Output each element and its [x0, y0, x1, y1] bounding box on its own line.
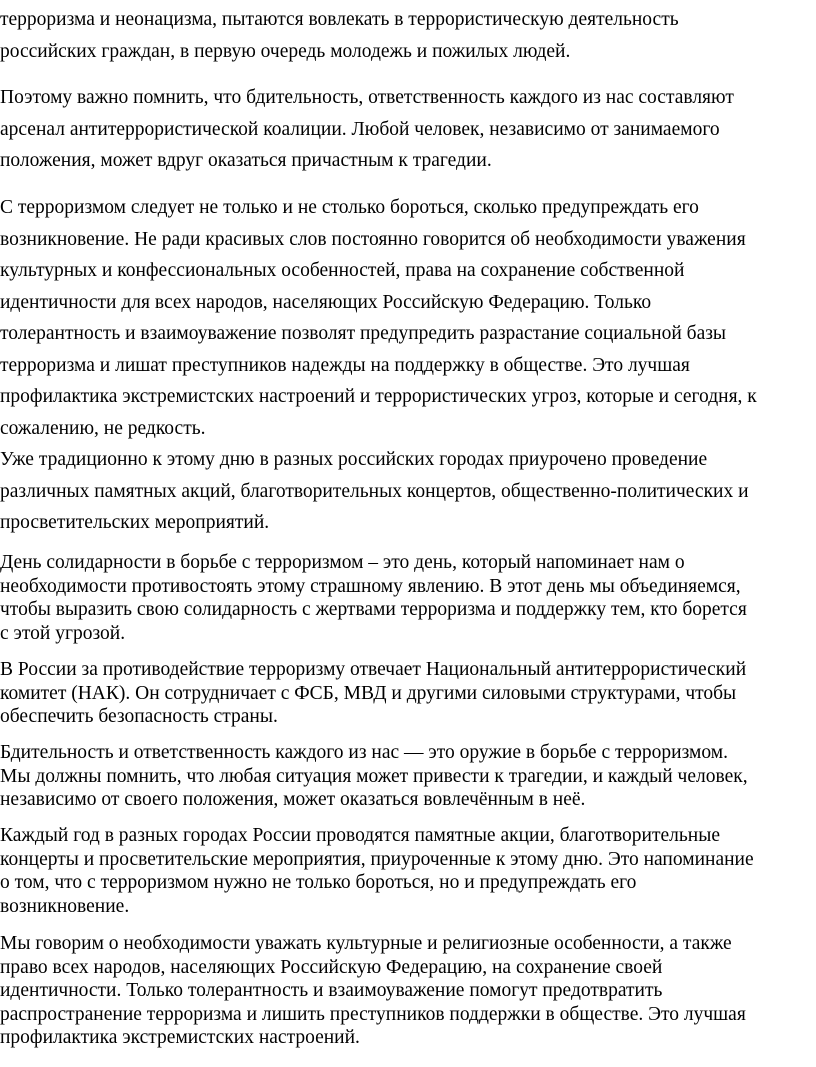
text-line: о том, что с терроризмом нужно не только бороться, но и предупреждать его — [0, 872, 637, 893]
text-line: Бдительность и ответственность каждого из нас — это оружие в борьбе с терроризмом. — [0, 742, 728, 763]
text-line: чтобы выразить свою солидарность с жертвами терроризма и поддержку тем, кто борется — [0, 599, 747, 620]
paragraph-5 — [0, 551, 747, 645]
text-line: профилактика экстремистских настроений. — [0, 1027, 360, 1048]
text-line: необходимости противостоять этому страшному явлению. В этот день мы объединяемся, — [0, 575, 741, 597]
text-line: распространение терроризма и лишить преступников поддержки в обществе. Это лучшая — [0, 1003, 746, 1025]
paragraph-6 — [0, 658, 746, 729]
text-line: С терроризмом следует не только и не столько бороться, сколько предупреждать его — [0, 197, 699, 218]
paragraph-3 — [0, 192, 757, 444]
text-line: российских граждан, в первую очередь молодежь и пожилых людей. — [0, 40, 571, 62]
text-line: идентичности. Только толерантность и взаимоуважение помогут предотвратить — [0, 980, 663, 1001]
text-line: независимо от своего положения, может оказаться вовлечённым в неё. — [0, 789, 586, 810]
paragraph-7 — [0, 741, 748, 812]
text-line: Мы говорим о необходимости уважать культурные и религиозные особенности, а также — [0, 933, 732, 954]
paragraph-2 — [0, 82, 734, 177]
text-line: концерты и просветительские мероприятия, приуроченные к этому дню. Это напоминание — [0, 848, 754, 870]
text-line: терроризма и лишат преступников надежды на поддержку в обществе. Это лучшая — [0, 354, 690, 376]
paragraph-9 — [0, 932, 746, 1050]
text-line: сожалению, не редкость. — [0, 417, 206, 439]
text-line: Мы должны помнить, что любая ситуация может привести к трагедии, и каждый человек, — [0, 765, 748, 787]
paragraph-1 — [0, 4, 679, 67]
text-line: возникновение. — [0, 895, 130, 917]
text-line: Поэтому важно помнить, что бдительность, ответственность каждого из нас составляют — [0, 87, 734, 108]
text-line: обеспечить безопасность страны. — [0, 706, 278, 727]
text-line: арсенал антитеррористической коалиции. Любой человек, независимо от занимаемого — [0, 118, 720, 140]
text-line: комитет (НАК). Он сотрудничает с ФСБ, МВД и другими силовыми структурами, чтобы — [0, 682, 737, 704]
text-line: культурных и конфессиональных особенностей, права на сохранение собственной — [0, 260, 685, 281]
text-line: право всех народов, населяющих Российскую Федерацию, на сохранение своей — [0, 956, 663, 978]
text-line: с этой угрозой. — [0, 622, 126, 644]
text-line: День солидарности в борьбе с терроризмом – это день, который напоминает нам о — [0, 552, 685, 573]
text-line: Каждый год в разных городах России проводятся памятные акции, благотворительные — [0, 825, 720, 846]
paragraph-4 — [0, 444, 749, 539]
text-line: просветительских мероприятий. — [0, 512, 270, 533]
paragraph-8 — [0, 824, 754, 918]
text-line: возникновение. Не ради красивых слов постоянно говорится об необходимости уважения — [0, 228, 746, 250]
text-line: положения, может вдруг оказаться причастным к трагедии. — [0, 150, 492, 171]
text-line: толерантность и взаимоуважение позволят предупредить разрастание социальной базы — [0, 323, 727, 344]
text-line: профилактика экстремистских настроений и террористических угроз, которые и сегодня, к — [0, 386, 757, 407]
text-line: идентичности для всех народов, населяющих Российскую Федерацию. Только — [0, 291, 652, 313]
text-line: В России за противодействие терроризму отвечает Национальный антитеррористический — [0, 659, 747, 680]
text-line: Уже традиционно к этому дню в разных российских городах приурочено проведение — [0, 449, 708, 470]
text-line: различных памятных акций, благотворительных концертов, общественно-политических и — [0, 480, 749, 502]
text-line: терроризма и неонацизма, пытаются вовлекать в террористическую деятельность — [0, 9, 679, 30]
